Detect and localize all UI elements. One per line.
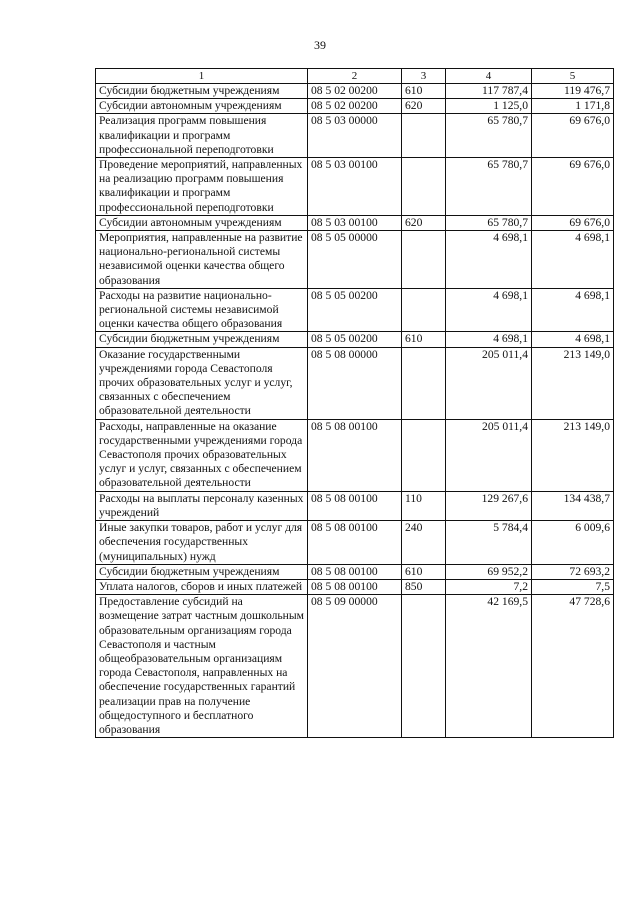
budget-code-cell: 08 5 08 00100 bbox=[308, 491, 402, 520]
budget-code-cell: 08 5 05 00200 bbox=[308, 332, 402, 347]
expense-type-cell bbox=[402, 288, 446, 332]
column-header: 4 bbox=[446, 69, 532, 84]
amount-year-2-cell: 7,5 bbox=[532, 579, 614, 594]
table-row bbox=[96, 347, 614, 419]
table-row bbox=[96, 491, 614, 520]
expense-type-cell: 110 bbox=[402, 491, 446, 520]
table-row bbox=[96, 288, 614, 332]
amount-year-1-cell: 65 780,7 bbox=[446, 215, 532, 230]
table-row bbox=[96, 332, 614, 347]
column-header: 3 bbox=[402, 69, 446, 84]
amount-year-1-cell: 42 169,5 bbox=[446, 595, 532, 738]
budget-code-cell: 08 5 05 00200 bbox=[308, 288, 402, 332]
amount-year-1-cell: 65 780,7 bbox=[446, 114, 532, 158]
item-name-cell: Уплата налогов, сборов и иных платежей bbox=[96, 579, 308, 594]
item-name-cell: Мероприятия, направленные на развитие национально-региональной системы независимой оценки качества общего образования bbox=[96, 231, 308, 289]
item-name-cell: Проведение мероприятий, направленных на реализацию программ повышения квалификации и программ профессиональной переподготовки bbox=[96, 158, 308, 216]
table-row bbox=[96, 99, 614, 114]
expense-type-cell bbox=[402, 419, 446, 491]
amount-year-2-cell: 69 676,0 bbox=[532, 158, 614, 216]
budget-code-cell: 08 5 08 00100 bbox=[308, 564, 402, 579]
budget-code-cell: 08 5 08 00100 bbox=[308, 579, 402, 594]
table-row bbox=[96, 215, 614, 230]
amount-year-1-cell: 7,2 bbox=[446, 579, 532, 594]
amount-year-1-cell: 117 787,4 bbox=[446, 84, 532, 99]
amount-year-2-cell: 69 676,0 bbox=[532, 215, 614, 230]
item-name-cell: Расходы на развитие национально-региональной системы независимой оценки качества общего образования bbox=[96, 288, 308, 332]
budget-code-cell: 08 5 02 00200 bbox=[308, 84, 402, 99]
budget-code-cell: 08 5 03 00100 bbox=[308, 215, 402, 230]
column-header: 5 bbox=[532, 69, 614, 84]
expense-type-cell: 610 bbox=[402, 84, 446, 99]
table-row bbox=[96, 579, 614, 594]
amount-year-2-cell: 213 149,0 bbox=[532, 419, 614, 491]
amount-year-1-cell: 129 267,6 bbox=[446, 491, 532, 520]
amount-year-1-cell: 4 698,1 bbox=[446, 288, 532, 332]
budget-code-cell: 08 5 03 00100 bbox=[308, 158, 402, 216]
amount-year-1-cell: 65 780,7 bbox=[446, 158, 532, 216]
amount-year-1-cell: 4 698,1 bbox=[446, 231, 532, 289]
expense-type-cell bbox=[402, 347, 446, 419]
budget-code-cell: 08 5 02 00200 bbox=[308, 99, 402, 114]
item-name-cell: Расходы, направленные на оказание государственными учреждениями города Севастополя прочих образовательных услуг и услуг, связанных с обеспечением образовательной деятельности bbox=[96, 419, 308, 491]
amount-year-2-cell: 6 009,6 bbox=[532, 521, 614, 565]
table-header-row bbox=[96, 69, 614, 84]
amount-year-2-cell: 1 171,8 bbox=[532, 99, 614, 114]
table-row bbox=[96, 231, 614, 289]
amount-year-1-cell: 1 125,0 bbox=[446, 99, 532, 114]
column-header: 1 bbox=[96, 69, 308, 84]
amount-year-2-cell: 4 698,1 bbox=[532, 288, 614, 332]
budget-code-cell: 08 5 08 00000 bbox=[308, 347, 402, 419]
item-name-cell: Субсидии бюджетным учреждениям bbox=[96, 564, 308, 579]
table-row bbox=[96, 419, 614, 491]
table-row bbox=[96, 564, 614, 579]
item-name-cell: Субсидии бюджетным учреждениям bbox=[96, 84, 308, 99]
expense-type-cell bbox=[402, 114, 446, 158]
table-body bbox=[96, 84, 614, 738]
item-name-cell: Иные закупки товаров, работ и услуг для обеспечения государственных (муниципальных) нужд bbox=[96, 521, 308, 565]
column-header: 2 bbox=[308, 69, 402, 84]
expense-type-cell: 620 bbox=[402, 215, 446, 230]
table-row bbox=[96, 158, 614, 216]
amount-year-2-cell: 134 438,7 bbox=[532, 491, 614, 520]
page-number: 39 bbox=[314, 38, 326, 52]
expense-type-cell: 850 bbox=[402, 579, 446, 594]
amount-year-1-cell: 205 011,4 bbox=[446, 419, 532, 491]
amount-year-1-cell: 69 952,2 bbox=[446, 564, 532, 579]
expense-type-cell: 240 bbox=[402, 521, 446, 565]
item-name-cell: Реализация программ повышения квалификации и программ профессиональной переподготовки bbox=[96, 114, 308, 158]
amount-year-2-cell: 4 698,1 bbox=[532, 231, 614, 289]
budget-code-cell: 08 5 08 00100 bbox=[308, 521, 402, 565]
budget-code-cell: 08 5 08 00100 bbox=[308, 419, 402, 491]
item-name-cell: Субсидии автономным учреждениям bbox=[96, 215, 308, 230]
amount-year-2-cell: 69 676,0 bbox=[532, 114, 614, 158]
amount-year-1-cell: 4 698,1 bbox=[446, 332, 532, 347]
amount-year-1-cell: 5 784,4 bbox=[446, 521, 532, 565]
amount-year-1-cell: 205 011,4 bbox=[446, 347, 532, 419]
table-row bbox=[96, 114, 614, 158]
budget-code-cell: 08 5 09 00000 bbox=[308, 595, 402, 738]
item-name-cell: Оказание государственными учреждениями города Севастополя прочих образовательных услуг и услуг, связанных с обеспечением образовательной деятельности bbox=[96, 347, 308, 419]
expense-type-cell: 610 bbox=[402, 564, 446, 579]
expense-type-cell bbox=[402, 595, 446, 738]
amount-year-2-cell: 4 698,1 bbox=[532, 332, 614, 347]
expense-type-cell bbox=[402, 158, 446, 216]
budget-code-cell: 08 5 05 00000 bbox=[308, 231, 402, 289]
amount-year-2-cell: 47 728,6 bbox=[532, 595, 614, 738]
table-row bbox=[96, 595, 614, 738]
table-row bbox=[96, 84, 614, 99]
item-name-cell: Субсидии автономным учреждениям bbox=[96, 99, 308, 114]
amount-year-2-cell: 119 476,7 bbox=[532, 84, 614, 99]
expense-type-cell: 620 bbox=[402, 99, 446, 114]
budget-code-cell: 08 5 03 00000 bbox=[308, 114, 402, 158]
expense-type-cell bbox=[402, 231, 446, 289]
item-name-cell: Субсидии бюджетным учреждениям bbox=[96, 332, 308, 347]
table-row bbox=[96, 521, 614, 565]
item-name-cell: Предоставление субсидий на возмещение затрат частным дошкольным образовательным организациям города Севастополя и частным общеобразовательным организациям города Севастополя, направленных на обеспечение государственных гарантий реализации прав на получение общедоступного и бесплатного образования bbox=[96, 595, 308, 738]
item-name-cell: Расходы на выплаты персоналу казенных учреждений bbox=[96, 491, 308, 520]
amount-year-2-cell: 72 693,2 bbox=[532, 564, 614, 579]
amount-year-2-cell: 213 149,0 bbox=[532, 347, 614, 419]
expense-type-cell: 610 bbox=[402, 332, 446, 347]
budget-table bbox=[95, 68, 614, 738]
